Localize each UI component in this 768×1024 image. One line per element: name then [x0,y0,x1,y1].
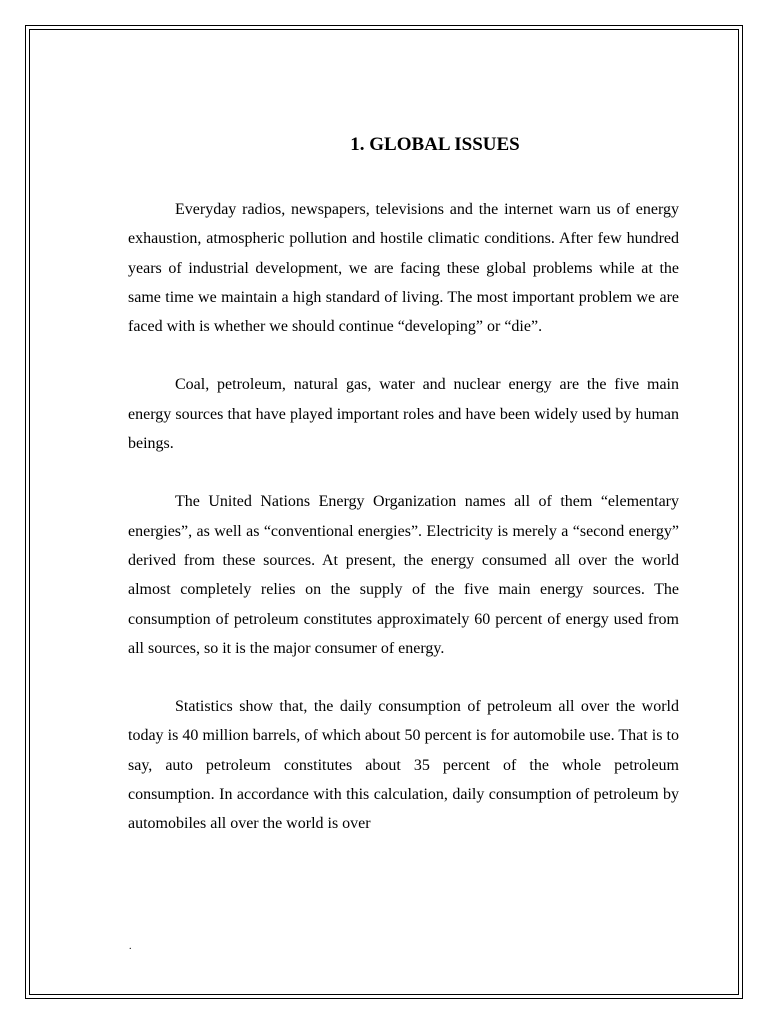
paragraph-4: Statistics show that, the daily consumption of petroleum all over the world today is 40 million barrels, of which about 50 percent is for automobile use. That is to say, auto petroleum constitutes about 35 percent of the whole petroleum consumption. In accordance with this calculation, daily consumption of petroleum by automobiles all over the world is over [128,698,679,833]
paragraph-3: The United Nations Energy Organization names all of them “elementary energies”, as well as “conventional energies”. Electricity is merely a “second energy” derived from these sources. At present, the energy consumed all over the world almost completely relies on the supply of the five main energy sources. The consumption of petroleum constitutes approximately 60 percent of energy used from all sources, so it is the major consumer of energy. [128,493,679,657]
paragraph-1: Everyday radios, newspapers, televisions and the internet warn us of energy exhaustion, atmospheric pollution and hostile climatic conditions. After few hundred years of industrial development, we are facing these global problems while at the same time we maintain a high standard of living. The most important problem we are faced with is whether we should continue “developing” or “die”. [128,201,679,336]
document-body [128,128,679,839]
footnote-mark: . [129,941,132,952]
page-title: 1. GLOBAL ISSUES [350,134,520,155]
paragraph-2: Coal, petroleum, natural gas, water and nuclear energy are the five main energy sources that have played important roles and have been widely used by human beings. [128,376,679,453]
